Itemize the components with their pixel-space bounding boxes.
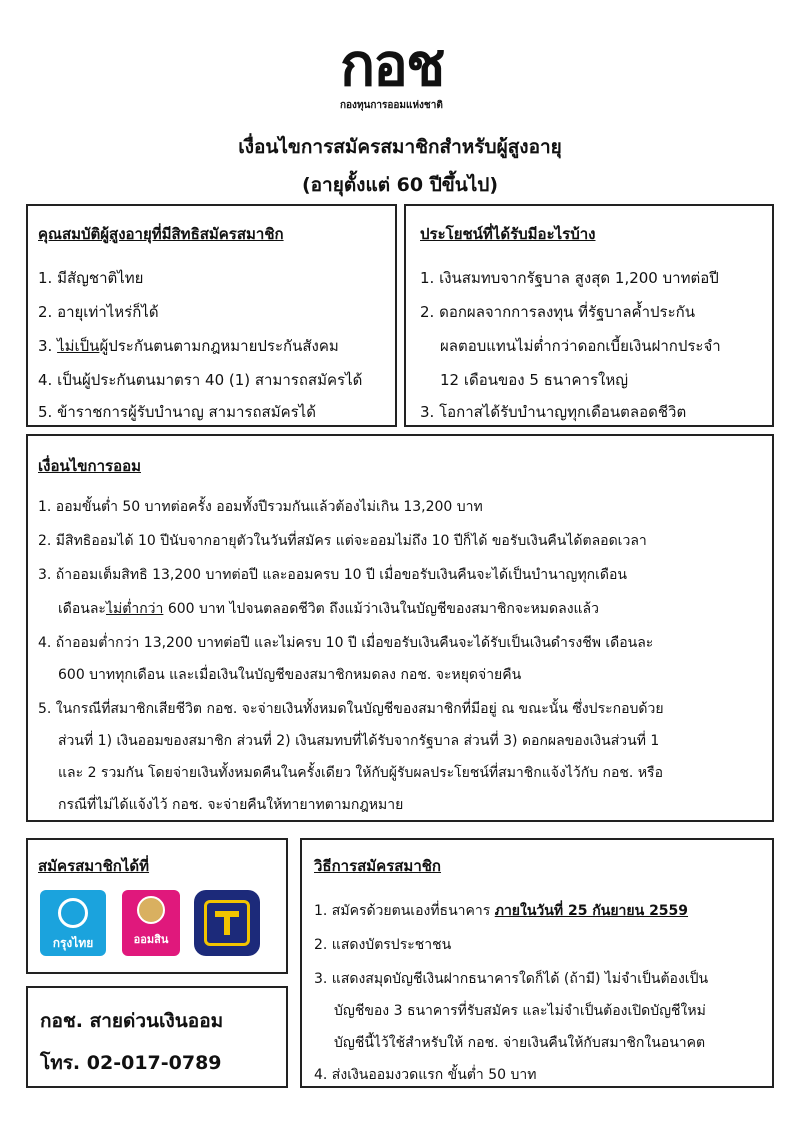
condition-line [58, 598, 599, 620]
method-line: 2. แสดงบัตรประชาชน [314, 937, 452, 953]
krungthai-emblem-icon [58, 898, 88, 928]
benefits-header: ประโยชน์ที่ได้รับมีอะไรบ้าง [420, 225, 596, 243]
method-prefix: 1. สมัครด้วยตนเองที่ธนาคาร [314, 903, 495, 919]
bank-logo-gsb [122, 890, 180, 956]
condition-prefix: เดือนละ [58, 601, 106, 617]
qualifications-header: คุณสมบัติผู้สูงอายุที่มีสิทธิสมัครสมาชิก [38, 225, 284, 243]
benefit-line: ผลตอบแทนไม่ต่ำกว่าดอกเบี้ยเงินฝากประจำ [440, 337, 721, 355]
method-line: 3. แสดงสมุดบัญชีเงินฝากธนาคารใดก็ได้ (ถ้ามี) ไม่จำเป็นต้องเป็น [314, 971, 709, 987]
benefit-line: 1. เงินสมทบจากรัฐบาล สูงสุด 1,200 บาทต่อปี [420, 269, 719, 287]
conditions-box [26, 434, 774, 822]
benefit-line: 2. ดอกผลจากการลงทุน ที่รัฐบาลค้ำประกัน [420, 303, 695, 321]
condition-line: 1. ออมขั้นต่ำ 50 บาทต่อครั้ง ออมทั้งปีรวมกันแล้วต้องไม่เกิน 13,200 บาท [38, 499, 483, 515]
logo-subtitle: กองทุนการออมแห่งชาติ [340, 100, 443, 111]
qualification-prefix: 3. [38, 337, 58, 355]
condition-line: และ 2 รวมกัน โดยจ่ายเงินทั้งหมดคืนในครั้งเดียว ให้กับผู้รับผลประโยชน์ที่สมาชิกแจ้งไว้กับ กอช. หรือ [58, 765, 663, 781]
qualification-item: 2. อายุเท่าไหร่ก็ได้ [38, 303, 159, 321]
qualification-emphasis: ไม่เป็น [57, 337, 100, 355]
page-title: เงื่อนไขการสมัครสมาชิกสำหรับผู้สูงอายุ [238, 136, 562, 158]
method-header: วิธีการสมัครสมาชิก [314, 857, 442, 875]
hotline-box [26, 986, 288, 1088]
condition-line: 600 บาททุกเดือน และเมื่อเงินในบัญชีของสมาชิกหมดลง กอช. จะหยุดจ่ายคืน [58, 667, 522, 683]
condition-line: 3. ถ้าออมเต็มสิทธิ 13,200 บาทต่อปี และออมครบ 10 ปี เมื่อขอรับเงินคืนจะได้เป็นบำนาญทุกเดือน [38, 567, 628, 583]
condition-line: 2. มีสิทธิออมได้ 10 ปีนับจากอายุตัวในวันที่สมัคร แต่จะออมไม่ถึง 10 ปีก็ได้ ขอรับเงินคืนได้ตลอดเวลา [38, 533, 647, 549]
method-deadline: ภายในวันที่ 25 กันยายน 2559 [494, 903, 689, 919]
condition-rest: 600 บาท ไปจนตลอดชีวิต ถึงแม้ว่าเงินในบัญชีของสมาชิกจะหมดลงแล้ว [163, 601, 599, 617]
conditions-header: เงื่อนไขการออม [38, 457, 141, 475]
apply-at-header: สมัครสมาชิกได้ที่ [38, 857, 150, 875]
condition-emphasis: ไม่ต่ำกว่า [105, 601, 164, 617]
qualification-rest: ผู้ประกันตนตามกฎหมายประกันสังคม [99, 337, 339, 355]
qualification-item: 5. ข้าราชการผู้รับบำนาญ สามารถสมัครได้ [38, 403, 316, 421]
condition-line: กรณีที่ไม่ได้แจ้งไว้ กอช. จะจ่ายคืนให้ทายาทตามกฎหมาย [58, 797, 404, 813]
bank-logo-krungthai [40, 890, 106, 956]
apply-at-box [26, 838, 288, 974]
qualifications-box [26, 204, 397, 427]
method-line: 4. ส่งเงินออมงวดแรก ขั้นต่ำ 50 บาท [314, 1067, 537, 1083]
bank-logo-baac [194, 890, 260, 956]
method-line: บัญชีของ 3 ธนาคารที่รับสมัคร และไม่จำเป็นต้องเปิดบัญชีใหม่ [334, 1003, 706, 1019]
bank-name: ออมสิน [133, 933, 169, 946]
logo-mark: กอช [340, 31, 444, 99]
logo [340, 31, 470, 116]
condition-line: 4. ถ้าออมต่ำกว่า 13,200 บาทต่อปี และไม่ครบ 10 ปี เมื่อขอรับเงินคืนจะได้รับเป็นเงินดำรงชีพ เดือนละ [38, 635, 654, 651]
method-line: บัญชีนี้ไว้ใช้สำหรับให้ กอช. จ่ายเงินคืนให้กับสมาชิกในอนาคต [334, 1035, 706, 1051]
benefit-line: 12 เดือนของ 5 ธนาคารใหญ่ [440, 371, 628, 389]
gsb-coin-icon [137, 896, 165, 924]
method-line [314, 900, 688, 922]
qualification-item: 1. มีสัญชาติไทย [38, 269, 144, 287]
baac-emblem-icon [204, 900, 250, 946]
benefits-box [404, 204, 774, 427]
qualification-item [38, 334, 339, 358]
method-box [300, 838, 774, 1088]
hotline-title: กอช. สายด่วนเงินออม [40, 1010, 224, 1032]
condition-line: 5. ในกรณีที่สมาชิกเสียชีวิต กอช. จะจ่ายเงินทั้งหมดในบัญชีของสมาชิกที่มีอยู่ ณ ขณะนั้น ซึ่งประกอบด้วย [38, 701, 664, 717]
page-subtitle: (อายุตั้งแต่ 60 ปีขึ้นไป) [301, 174, 499, 196]
condition-line: ส่วนที่ 1) เงินออมของสมาชิก ส่วนที่ 2) เงินสมทบที่ได้รับจากรัฐบาล ส่วนที่ 3) ดอกผลของเงินส่วนที่ 1 [58, 733, 660, 749]
hotline-phone[interactable]: โทร. 02-017-0789 [40, 1052, 222, 1074]
bank-name: กรุงไทย [52, 936, 94, 950]
qualification-item: 4. เป็นผู้ประกันตนมาตรา 40 (1) สามารถสมัครได้ [38, 371, 363, 389]
benefit-line: 3. โอกาสได้รับบำนาญทุกเดือนตลอดชีวิต [420, 403, 687, 421]
